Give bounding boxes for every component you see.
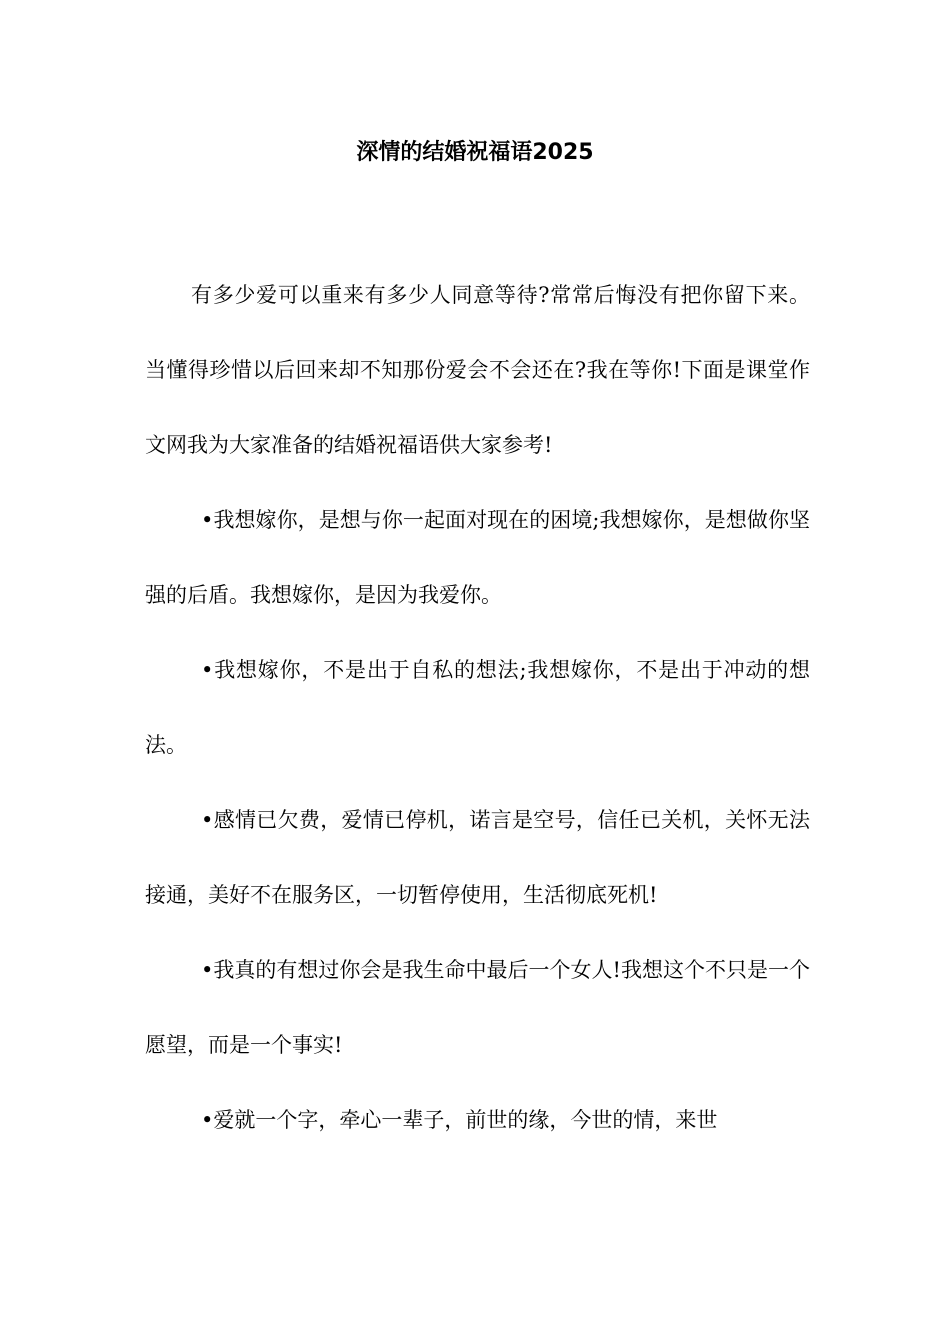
list-item: •我真的有想过你会是我生命中最后一个女人!我想这个不只是一个愿望，而是一个事实! [145, 958, 810, 1057]
intro-paragraph: 有多少爱可以重来有多少人同意等待?常常后悔没有把你留下来。当懂得珍惜以后回来却不知那份爱会不会还在?我在等你!下面是课堂作文网我为大家准备的结婚祝福语供大家参考! [145, 283, 810, 457]
document-body [145, 258, 810, 1158]
page-title: 深情的结婚祝福语2025 [356, 140, 594, 165]
list-item: •爱就一个字，牵心一辈子，前世的缘，今世的情，来世 [201, 1108, 718, 1132]
list-item: •感情已欠费，爱情已停机，诺言是空号，信任已关机，关怀无法接通，美好不在服务区，一切暂停使用，生活彻底死机! [145, 808, 810, 907]
list-item: •我想嫁你，不是出于自私的想法;我想嫁你，不是出于冲动的想法。 [145, 658, 810, 757]
list-item: •我想嫁你，是想与你一起面对现在的困境;我想嫁你，是想做你坚强的后盾。我想嫁你，是因为我爱你。 [145, 508, 810, 607]
